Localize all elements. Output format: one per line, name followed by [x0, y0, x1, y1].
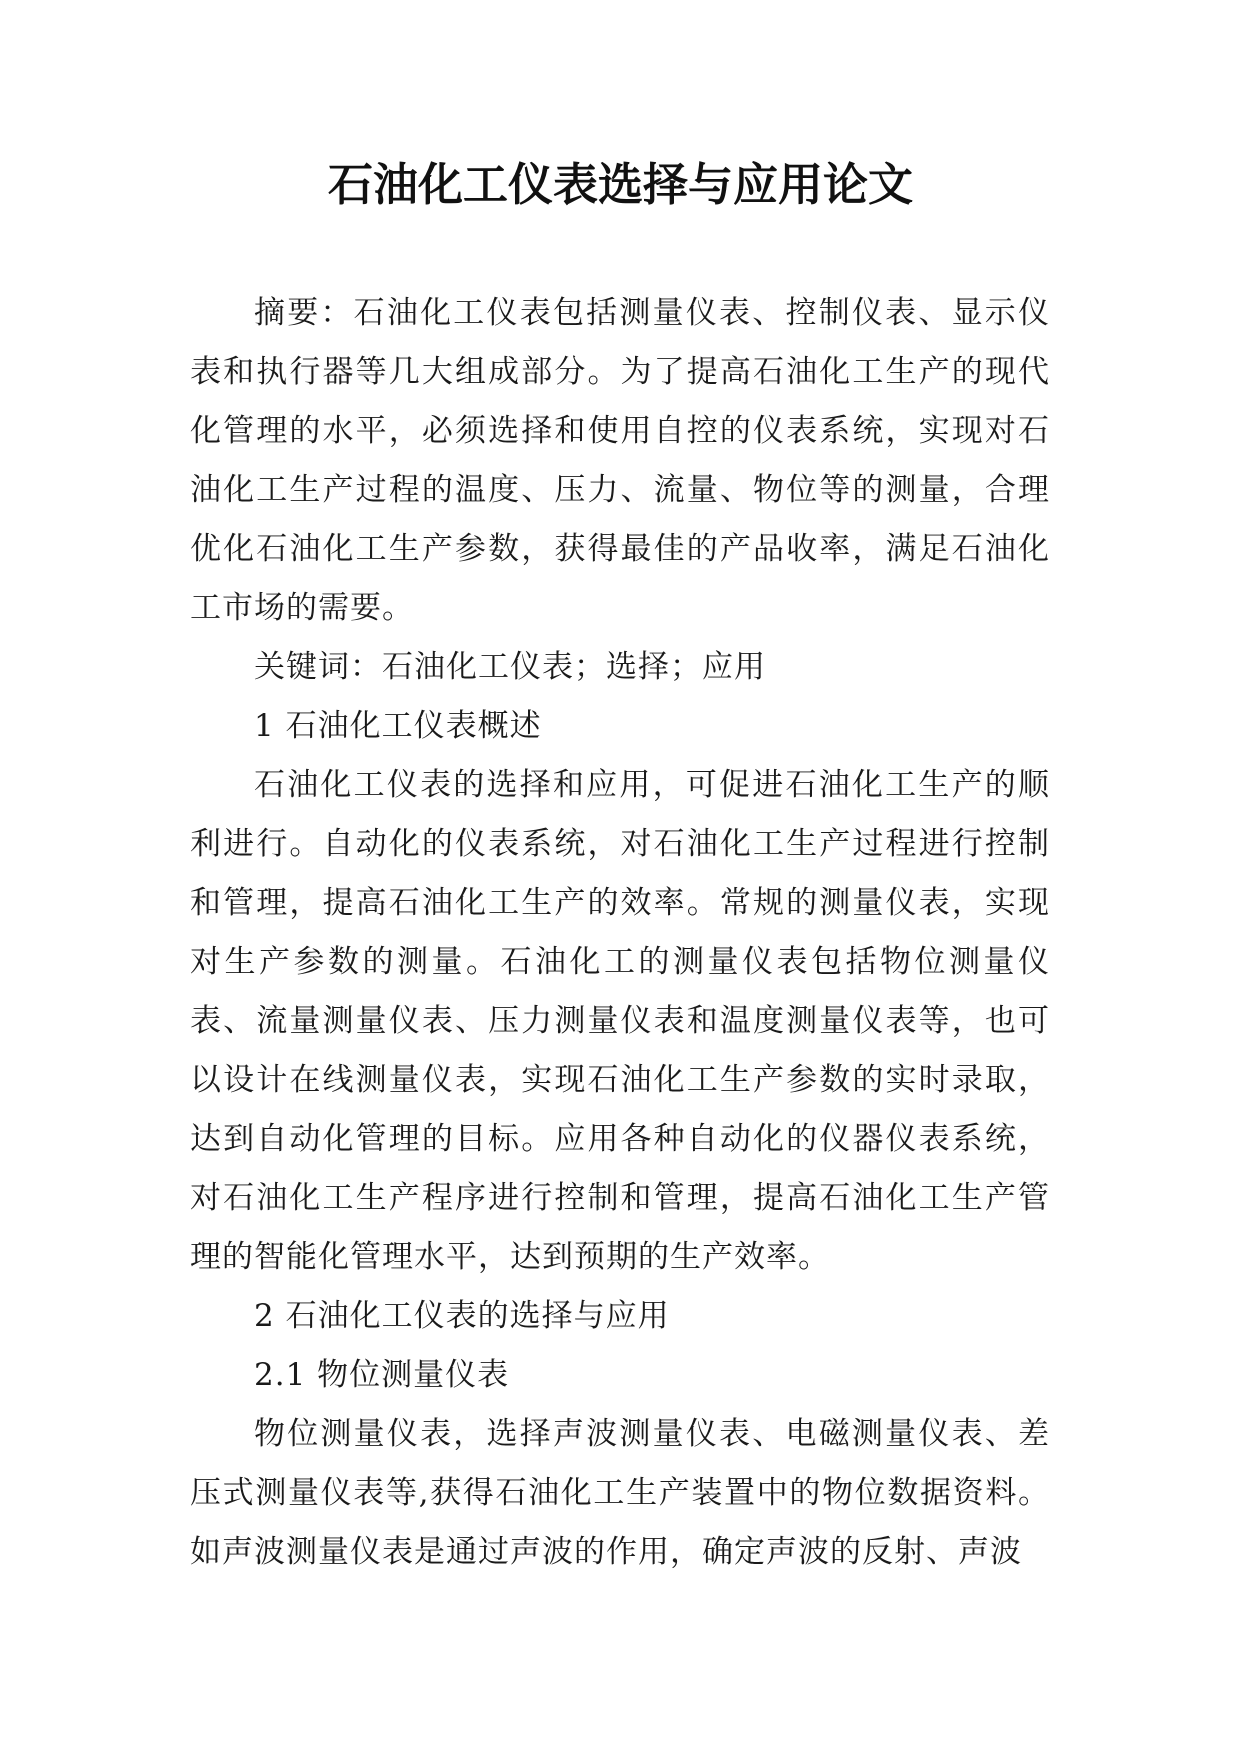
document-body [190, 284, 1050, 1582]
keywords-paragraph: 关键词：石油化工仪表；选择；应用 [254, 649, 766, 685]
abstract-paragraph: 摘要：石油化工仪表包括测量仪表、控制仪表、显示仪表和执行器等几大组成部分。为了提高石油化工生产的现代化管理的水平，必须选择和使用自控的仪表系统，实现对石油化工生产过程的温度、压力、流量、物位等的测量，合理优化石油化工生产参数，获得最佳的产品收率，满足石油化工市场的需要。 [190, 295, 1050, 626]
subsection-heading-2-1: 2.1 物位测量仪表 [254, 1357, 510, 1393]
section-heading-1: 1 石油化工仪表概述 [254, 708, 542, 744]
body-paragraph: 物位测量仪表，选择声波测量仪表、电磁测量仪表、差压式测量仪表等,获得石油化工生产装置中的物位数据资料。如声波测量仪表是通过声波的作用，确定声波的反射、声波 [190, 1416, 1050, 1570]
document-title: 石油化工仪表选择与应用论文 [327, 158, 913, 211]
section-heading-2: 2 石油化工仪表的选择与应用 [254, 1298, 670, 1334]
body-paragraph: 石油化工仪表的选择和应用，可促进石油化工生产的顺利进行。自动化的仪表系统，对石油化工生产过程进行控制和管理，提高石油化工生产的效率。常规的测量仪表，实现对生产参数的测量。石油化工的测量仪表包括物位测量仪表、流量测量仪表、压力测量仪表和温度测量仪表等，也可以设计在线测量仪表，实现石油化工生产参数的实时录取，达到自动化管理的目标。应用各种自动化的仪器仪表系统，对石油化工生产程序进行控制和管理，提高石油化工生产管理的智能化管理水平，达到预期的生产效率。 [190, 767, 1050, 1275]
